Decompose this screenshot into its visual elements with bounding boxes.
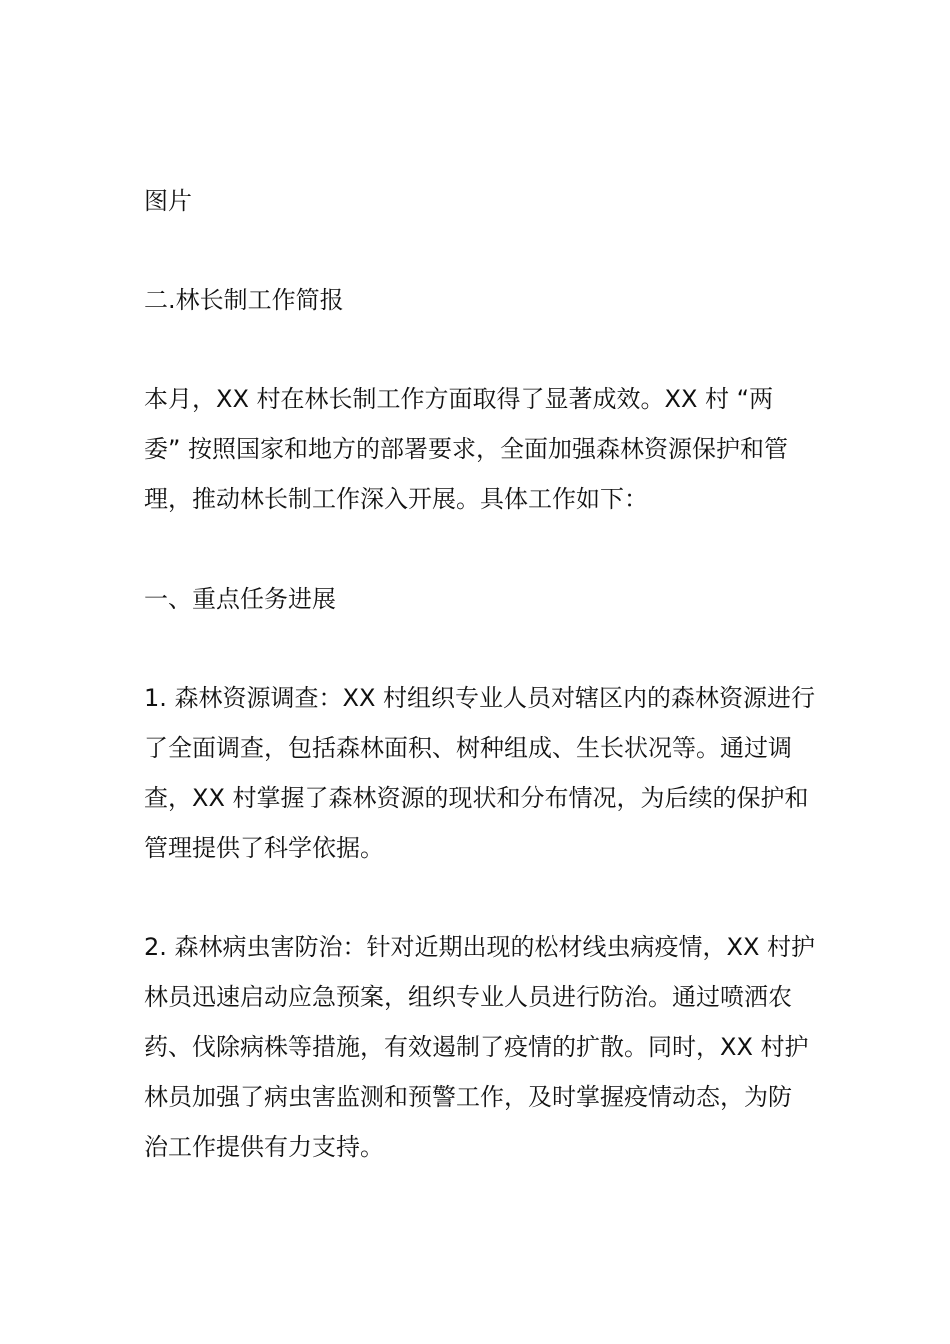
item-2-line: 林员加强了病虫害监测和预警工作，及时掌握疫情动态，为防 bbox=[144, 1083, 792, 1111]
item-2-line: 2. 森林病虫害防治：针对近期出现的松材线虫病疫情，XX 村护 bbox=[144, 933, 816, 961]
image-placeholder-label bbox=[144, 176, 812, 226]
subheading bbox=[144, 574, 812, 624]
item-1-line: 1. 森林资源调查：XX 村组织专业人员对辖区内的森林资源进行 bbox=[144, 684, 816, 712]
item-2-line: 林员迅速启动应急预案，组织专业人员进行防治。通过喷洒农 bbox=[144, 983, 792, 1011]
intro-paragraph bbox=[144, 374, 812, 524]
section-heading bbox=[144, 275, 812, 325]
subheading-text: 一、重点任务进展 bbox=[144, 585, 336, 613]
item-2-paragraph bbox=[144, 922, 816, 1172]
intro-line: 本月，XX 村在林长制工作方面取得了显著成效。XX 村 “两 bbox=[144, 385, 774, 413]
intro-line: 理，推动林长制工作深入开展。具体工作如下： bbox=[144, 485, 648, 513]
item-2-line: 治工作提供有力支持。 bbox=[144, 1133, 384, 1161]
section-heading-text: 二.林长制工作简报 bbox=[144, 286, 344, 314]
item-1-line: 了全面调查，包括森林面积、树种组成、生长状况等。通过调 bbox=[144, 734, 792, 762]
item-1-line: 查，XX 村掌握了森林资源的现状和分布情况，为后续的保护和 bbox=[144, 784, 809, 812]
image-label-text: 图片 bbox=[144, 187, 192, 215]
item-1-paragraph bbox=[144, 673, 816, 873]
item-1-line: 管理提供了科学依据。 bbox=[144, 834, 384, 862]
intro-line: 委” 按照国家和地方的部署要求，全面加强森林资源保护和管 bbox=[144, 435, 789, 463]
item-2-line: 药、伐除病株等措施，有效遏制了疫情的扩散。同时，XX 村护 bbox=[144, 1033, 809, 1061]
